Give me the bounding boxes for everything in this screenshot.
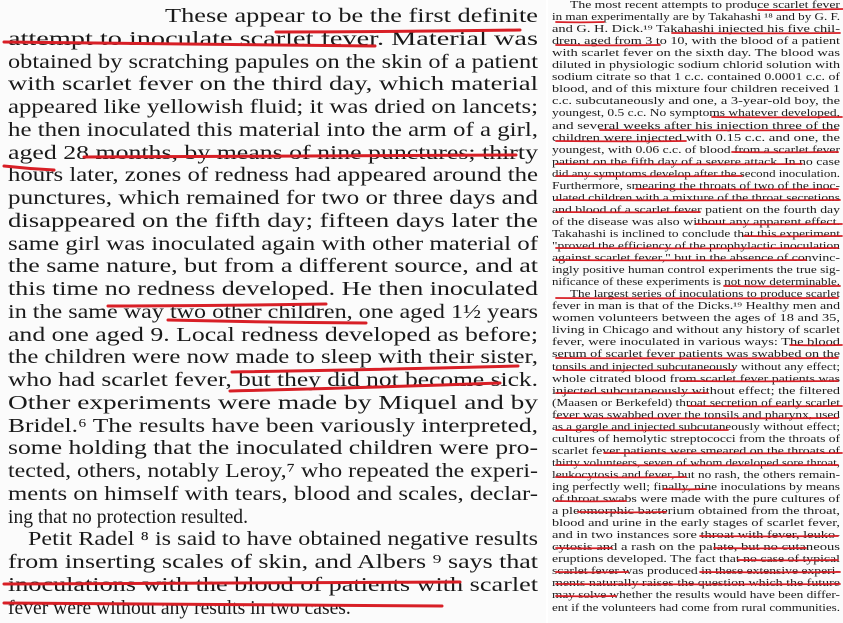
left-column-line: appeared like yellowish fluid; it was dried on lancets;: [8, 97, 539, 118]
left-column-line: this time no redness developed. He then inoculated: [8, 279, 538, 300]
left-column-line: who had scarlet fever, but they did not become sick.: [8, 370, 538, 391]
right-column-line: diluted in physiologic sodium chlorid solution with: [552, 60, 840, 72]
right-column-line: tonsils and injected subcutaneously without any effect;: [552, 361, 841, 373]
right-column-line: Furthermore, smearing the throats of two of the inoc-: [552, 180, 841, 192]
right-column-line: women volunteers between the ages of 18 and 35,: [552, 313, 841, 325]
right-column-line: The largest series of inoculations to produce scarlet: [570, 289, 841, 301]
right-column-line: "proved the efficiency of the prophylactic inoculation: [552, 241, 840, 252]
right-column-line: scarlet fever was produced in these extensive experi-: [552, 566, 841, 578]
right-column-line: leukocytosis and fever, but no rash, the others remain-: [552, 469, 841, 481]
left-column-line: Bridel.⁶ The results have been variously interpreted,: [8, 415, 539, 437]
right-column-line: fever in man is that of the Dicks.¹⁹ Healthy men and: [552, 301, 841, 313]
right-column-line: ulated children with a mixture of the throat secretions: [552, 192, 840, 204]
right-column-line: nificance of these experiments is not now determinable.: [552, 277, 841, 289]
right-column-line: did any symptoms develop after the second inoculation.: [552, 168, 840, 180]
right-column-line: ingly positive human control experiments the true sig-: [552, 265, 841, 277]
right-column-line: and several weeks after his injection three of the: [552, 120, 840, 132]
left-column-line: some holding that the inoculated children were pro-: [8, 438, 539, 460]
left-column-line: the children were now made to sleep with their sister,: [8, 347, 539, 369]
left-column-line: inoculations with the blood of patients with scarlet: [8, 574, 538, 596]
right-column-line: whole citrated blood from scarlet fever patients was: [552, 373, 840, 385]
right-column-line: of throat swabs were made with the pure cultures of: [552, 494, 840, 506]
right-column-line: in man experimentally are by Takahashi ¹⁸ and by G. F.: [552, 12, 840, 24]
right-column-line: against scarlet fever," but in the absence of convinc-: [552, 253, 840, 265]
right-column-line: thirty volunteers, seven of whom developed sore throat,: [552, 457, 841, 469]
right-column-line: fever, were inoculated in various ways: The blood: [552, 337, 840, 349]
right-column-line: patient on the fifth day of a severe attack. In no case: [552, 156, 840, 168]
right-column-line: dren, aged from 3 to 10, with the blood of a patient: [552, 36, 840, 48]
right-column-line: The most recent attempts to produce scarlet fever: [570, 0, 840, 11]
right-column-line: ent if the volunteers had come from rural communities.: [552, 602, 840, 614]
right-column-line: may solve whether the results would have been differ-: [552, 590, 841, 602]
right-page-scan: [548, 0, 843, 623]
right-column-line: (Maasen or Berkefeld) throat secretion of early scarlet: [552, 397, 840, 409]
right-column-line: and G. H. Dick.¹⁹ Takahashi injected his five chil-: [552, 24, 841, 36]
right-column-line: with scarlet fever on the sixth day. The blood was: [552, 48, 841, 60]
right-column-line: a pleomorphic bacterium obtained from the throat,: [552, 506, 841, 518]
right-column-line: Takahashi is inclined to conclude that this experiment: [552, 228, 840, 240]
right-column-line: children were injected with 0.15 c.c. and one, the: [552, 132, 841, 144]
left-column-line: ments on himself with tears, blood and scales, declar-: [8, 483, 539, 505]
left-column-line: fever were without any results in two cases.: [8, 597, 351, 619]
right-column-line: scarlet fever patients were smeared on the throats of: [552, 445, 841, 457]
right-column-line: of the disease was also without any apparent effect.: [552, 216, 840, 228]
right-column-line: and in two instances sore throat with fever, leuko-: [552, 530, 841, 542]
left-column-line: attempt to inoculate scarlet fever. Material was: [8, 28, 538, 50]
right-column-line: and blood of a scarlet fever patient on the fourth day: [552, 204, 841, 216]
left-column-line: punctures, which remained for two or three days and: [8, 188, 539, 209]
right-column-line: ing perfectly well; finally, nine inoculations by means: [552, 482, 841, 493]
right-column-line: sodium citrate so that 1 c.c. contained 0.0001 c.c. of: [552, 72, 841, 84]
left-column-line: disappeared on the fifth day; fifteen days later the: [8, 210, 539, 232]
left-column-line: Other experiments were made by Miquel and by: [8, 392, 539, 414]
left-column-line: in the same way two other children, one aged 1½ years: [8, 301, 538, 323]
left-column-line: the same nature, but from a different source, and at: [8, 256, 539, 278]
left-column-line: obtained by scratching papules on the skin of a patient: [8, 51, 538, 73]
left-column-line: from inserting scales of skin, and Albers ⁹ says that: [8, 552, 538, 573]
right-column-line: as a gargle and injected subcutaneously without effect;: [552, 421, 841, 433]
right-column-line: eruptions developed. The fact that no case of typical: [552, 554, 840, 566]
right-column-line: fever was swabbed over the tonsils and pharynx, used: [552, 409, 841, 421]
right-column-line: youngest, with 0.06 c.c. of blood from a scarlet fever: [552, 144, 840, 156]
left-column-line: and one aged 9. Local redness developed as before;: [8, 324, 539, 346]
left-column-line: same girl was inoculated again with other material of: [8, 233, 539, 255]
left-column-line: aged 28 months, by means of nine punctures; thirty: [8, 142, 539, 164]
right-column-line: serum of scarlet fever patients was swabbed on the: [552, 349, 841, 361]
right-column-line: ments naturally raises the question which the future: [552, 578, 840, 590]
right-column-line: living in Chicago and without any history of scarlet: [552, 325, 840, 337]
left-column-line: tected, others, notably Leroy,⁷ who repeated the experi-: [8, 461, 538, 482]
left-column-line: he then inoculated this material into the arm of a girl,: [8, 119, 539, 141]
left-column-line: with scarlet fever on the third day, which material: [8, 74, 538, 96]
right-column-line: injected subcutaneously without effect; the filtered: [552, 385, 840, 397]
right-column-line: blood, and of this mixture four children received 1: [552, 84, 841, 96]
right-column-line: cytosis and a rash on the palate, but no cutaneous: [552, 542, 840, 554]
left-column-line: These appear to be the first definite: [165, 6, 539, 27]
left-column-line: ing that no protection resulted.: [8, 506, 248, 528]
left-column-line: hours later, zones of redness had appeared around the: [8, 165, 539, 187]
right-column-line: youngest, 0.5 c.c. No symptoms whatever developed,: [552, 108, 841, 120]
right-column-line: blood and urine in the early stages of scarlet fever,: [552, 518, 840, 530]
left-column-line: Petit Radel ⁸ is said to have obtained negative results: [28, 529, 539, 551]
right-column-line: c.c. subcutaneously and one, a 3-year-old boy, the: [552, 96, 841, 108]
right-column-line: cultures of hemolytic streptococci from the throats of: [552, 433, 841, 445]
